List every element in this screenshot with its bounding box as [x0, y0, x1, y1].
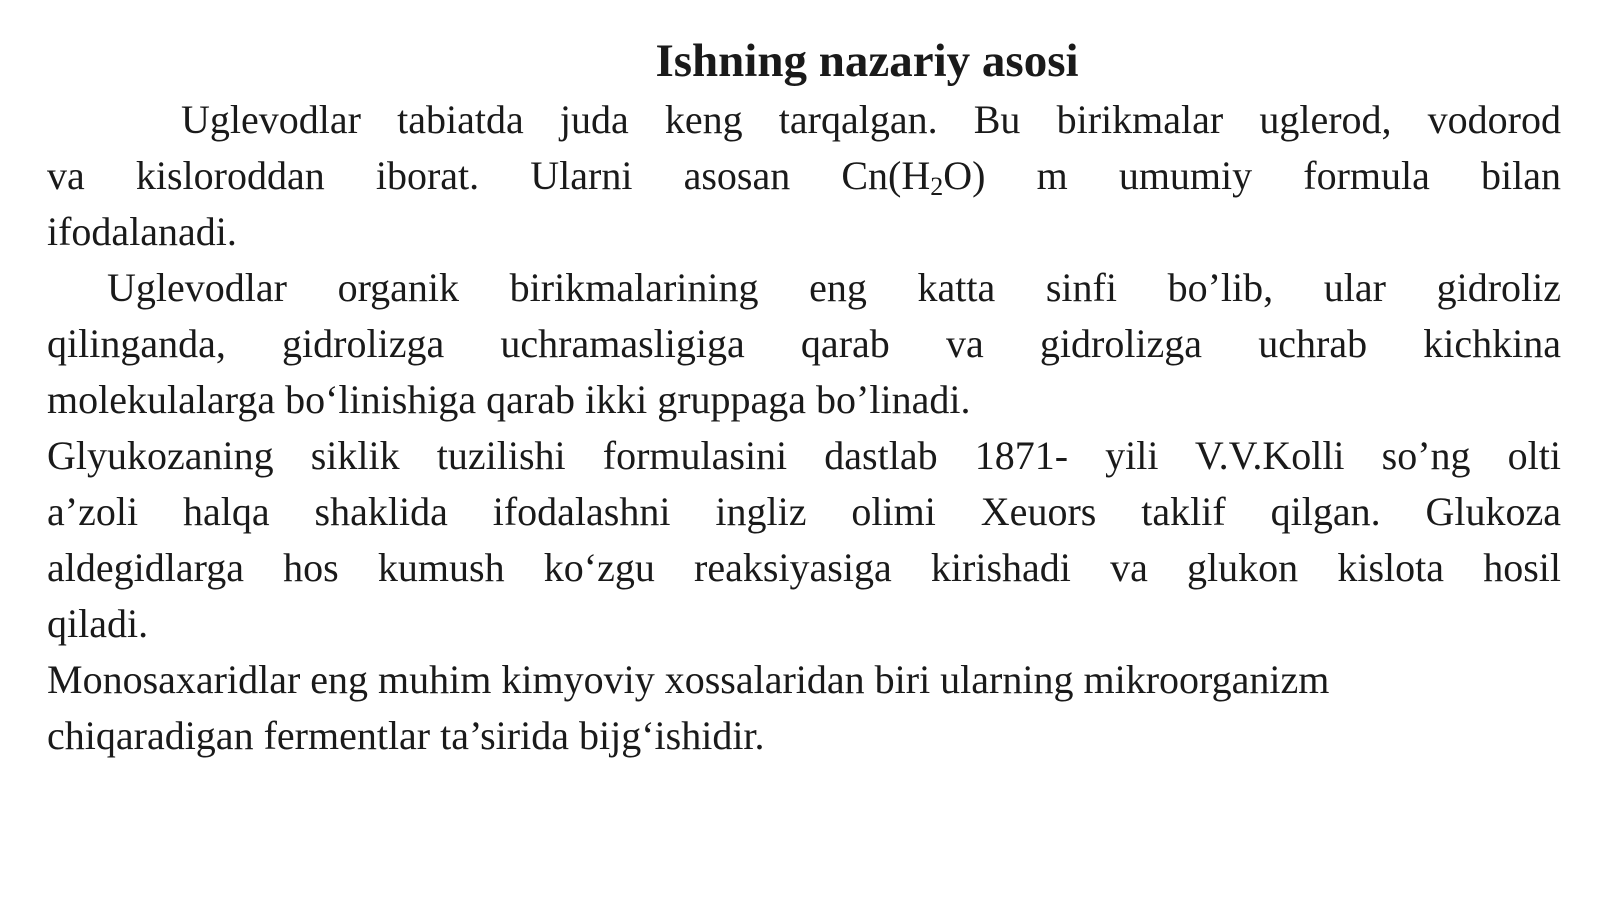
paragraph-line: aldegidlarga hos kumush ko‘zgu reaksiyasiga kirishadi va glukon kislota hosil	[47, 545, 1561, 590]
paragraph-line-formula	[47, 148, 1561, 204]
paragraph-line: molekulalarga bo‘linishiga qarab ikki gruppaga bo’linadi.	[47, 377, 971, 422]
formula-text-before: va kisloroddan iborat. Ularni asosan Cn(H	[47, 153, 931, 198]
paragraph-4	[47, 652, 1561, 764]
paragraph-line: qilinganda, gidrolizga uchramasligiga qarab va gidrolizga uchrab kichkina	[47, 321, 1561, 366]
formula-text-after: O) m umumiy formula bilan	[943, 153, 1561, 198]
paragraph-line: Monosaxaridlar eng muhim kimyoviy xossalaridan biri ularning mikroorganizm	[47, 657, 1330, 702]
page-title: Ishning nazariy asosi	[655, 35, 1079, 87]
paragraph-line: Uglevodlar tabiatda juda keng tarqalgan. Bu birikmalar uglerod, vodorod	[181, 97, 1561, 142]
paragraph-line: qiladi.	[47, 601, 149, 646]
paragraph-line: ifodalanadi.	[47, 209, 237, 254]
paragraph-line: a’zoli halqa shaklida ifodalashni ingliz olimi Xeuors taklif qilgan. Glukoza	[47, 489, 1561, 534]
paragraph-line: Uglevodlar organik birikmalarining eng katta sinfi bo’lib, ular gidroliz	[107, 265, 1561, 310]
paragraph-2	[47, 260, 1561, 428]
paragraph-line: Glyukozaning siklik tuzilishi formulasini dastlab 1871- yili V.V.Kolli so’ng olti	[47, 433, 1561, 478]
paragraph-1	[47, 92, 1561, 260]
paragraph-3	[47, 428, 1561, 652]
slide-content	[47, 30, 1561, 764]
paragraph-line: chiqaradigan fermentlar ta’sirida bijg‘ishidir.	[47, 713, 765, 758]
formula-subscript: 2	[930, 172, 944, 201]
